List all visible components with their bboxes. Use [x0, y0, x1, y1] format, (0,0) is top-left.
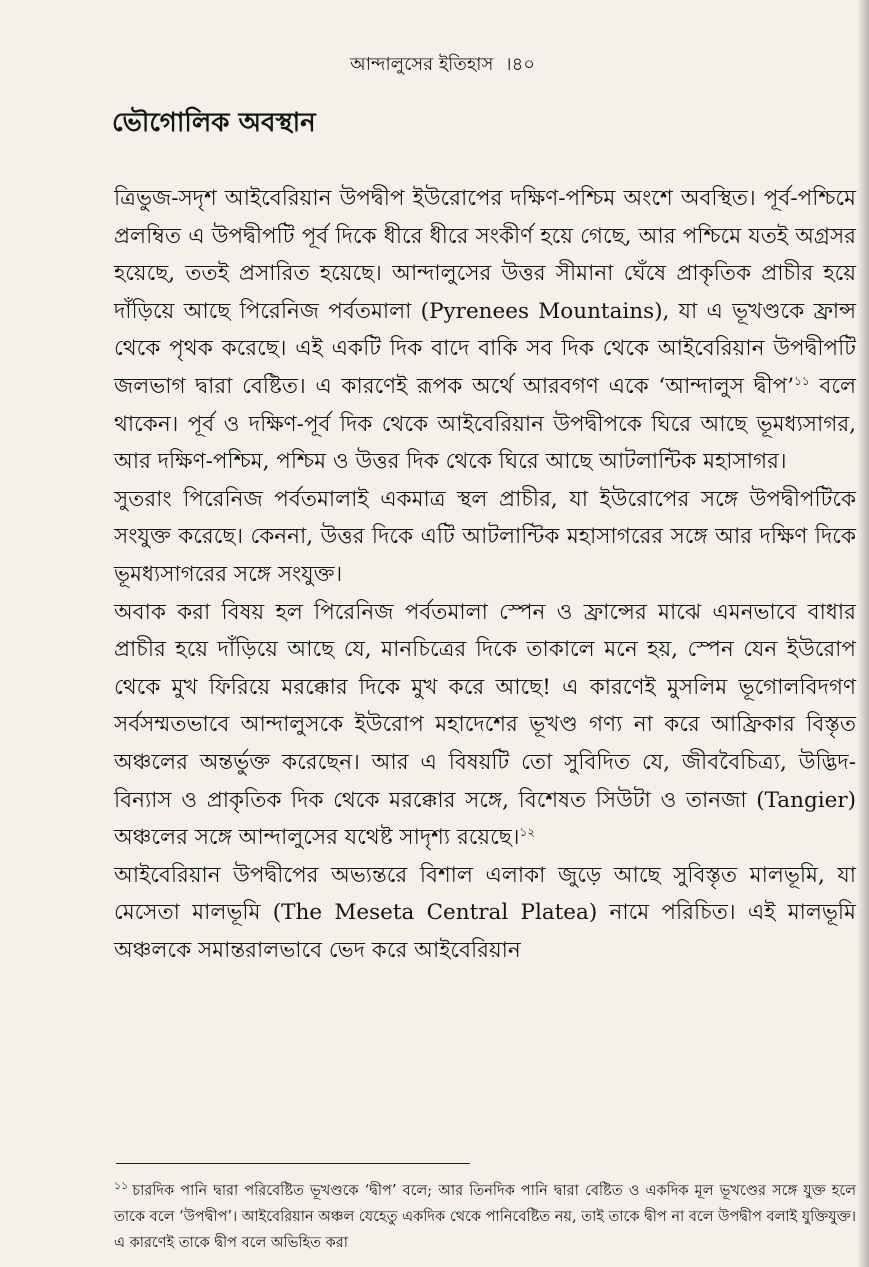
paragraph-3 [114, 594, 856, 857]
running-title: আন্দালুসের ইতিহাস [350, 54, 494, 75]
page-number: ৪০ [511, 54, 535, 75]
paragraph-3-text: অবাক করা বিষয় হল পিরেনিজ পর্বতমালা স্পেন ও ফ্রান্সের মাঝে এমনভাবে বাধার প্রাচীর হয়ে দাঁড়িয়ে আছে যে, মানচিত্রের দিকে তাকালে মনে হয়, স্পেন যেন ইউরোপ থেকে মুখ ফিরিয়ে মরক্কোর দিকে মুখ করে আছে! এ কারণেই মুসলিম ভূগোলবিদগণ সর্বসম্মতভাবে আন্দালুসকে ইউরোপ মহাদেশের ভূখণ্ড গণ্য না করে আফ্রিকার বিস্তৃত অঞ্চলের অন্তর্ভুক্ত করেছেন। আর এ বিষয়টি তো সুবিদিত যে, জীববৈচিত্র্য, উদ্ভিদ-বিন্যাস ও প্রাকৃতিক দিক থেকে মরক্কোর সঙ্গে, বিশেষত সিউটা ও তানজা (Tangier) অঞ্চলের সঙ্গে আন্দালুসের যথেষ্ট সাদৃশ্য রয়েছে। [114, 599, 856, 851]
footnote-text: চারদিক পানি দ্বারা পরিবেষ্টিত ভূখণ্ডকে ‘দ্বীপ’ বলে; আর তিনদিক পানি দ্বারা বেষ্টিত ও একদিক মূল ভূখণ্ডের সঙ্গে যুক্ত হলে তাকে বলে ‘উপদ্বীপ’। আইবেরিয়ান অঞ্চল যেহেতু একদিক থেকে পানিবেষ্টিত নয়, তাই তাকে দ্বীপ না বলে উপদ্বীপ বলাই যুক্তিযুক্ত। এ কারণেই তাকে দ্বীপ বলে অভিহিত করা [114, 1183, 856, 1251]
paragraph-1-text-before: ত্রিভুজ-সদৃশ আইবেরিয়ান উপদ্বীপ ইউরোপের দক্ষিণ-পশ্চিম অংশে অবস্থিত। পূর্ব-পশ্চিমে প্রলম্বিত এ উপদ্বীপটি পূর্ব দিকে ধীরে ধীরে সংকীর্ণ হয়ে গেছে, আর পশ্চিমে যতই অগ্রসর হয়েছে, ততই প্রসারিত হয়েছে। আন্দালুসের উত্তর সীমানা ঘেঁষে প্রাকৃতিক প্রাচীর হয়ে দাঁড়িয়ে আছে পিরেনিজ পর্বতমালা (Pyrenees Mountains), যা এ ভূখণ্ডকে ফ্রান্স থেকে পৃথক করেছে। এই একটি দিক বাদে বাকি সব দিক থেকে আইবেরিয়ান উপদ্বীপটি জলভাগ দ্বারা বেষ্টিত। এ কারণেই রূপক অর্থে আরবগণ একে ‘আন্দালুস দ্বীপ’ [114, 186, 856, 399]
section-title: ভৌগোলিক অবস্থান [112, 108, 316, 138]
footnote-ref-11[interactable]: ১১ [794, 373, 810, 388]
paragraph-1 [114, 180, 856, 481]
footnote-ref-12[interactable]: ১২ [519, 824, 536, 839]
footnote-divider [116, 1163, 470, 1164]
page-edge-shadow [857, 0, 869, 1267]
footnote-11 [114, 1178, 856, 1256]
paragraph-4: আইবেরিয়ান উপদ্বীপের অভ্যন্তরে বিশাল এলাকা জুড়ে আছে সুবিস্তৃত মালভূমি, যা মেসেতা মালভূমি (The Meseta Central Platea) নামে পরিচিত। এই মালভূমি অঞ্চলকে সমান্তরালভাবে ভেদ করে আইবেরিয়ান [114, 862, 856, 963]
running-header [350, 50, 535, 81]
paragraph-2: সুতরাং পিরেনিজ পর্বতমালাই একমাত্র স্থল প্রাচীর, যা ইউরোপের সঙ্গে উপদ্বীপটিকে সংযুক্ত করেছে। কেননা, উত্তর দিকে এটি আটলান্টিক মহাসাগরের সঙ্গে আর দক্ষিণ দিকে ভূমধ্যসাগরের সঙ্গে সংযুক্ত। [114, 486, 856, 587]
body-text [114, 180, 856, 969]
header-separator: । [505, 54, 512, 75]
footnote-marker: ১১ [114, 1179, 129, 1193]
paragraph-1-text-after: বলে থাকেন। পূর্ব ও দক্ষিণ-পূর্ব দিক থেকে আইবেরিয়ান উপদ্বীপকে ঘিরে আছে ভূমধ্যসাগর, আর দক্ষিণ-পশ্চিম, পশ্চিম ও উত্তর দিক থেকে ঘিরে আছে আটলান্টিক মহাসাগর। [114, 373, 856, 475]
